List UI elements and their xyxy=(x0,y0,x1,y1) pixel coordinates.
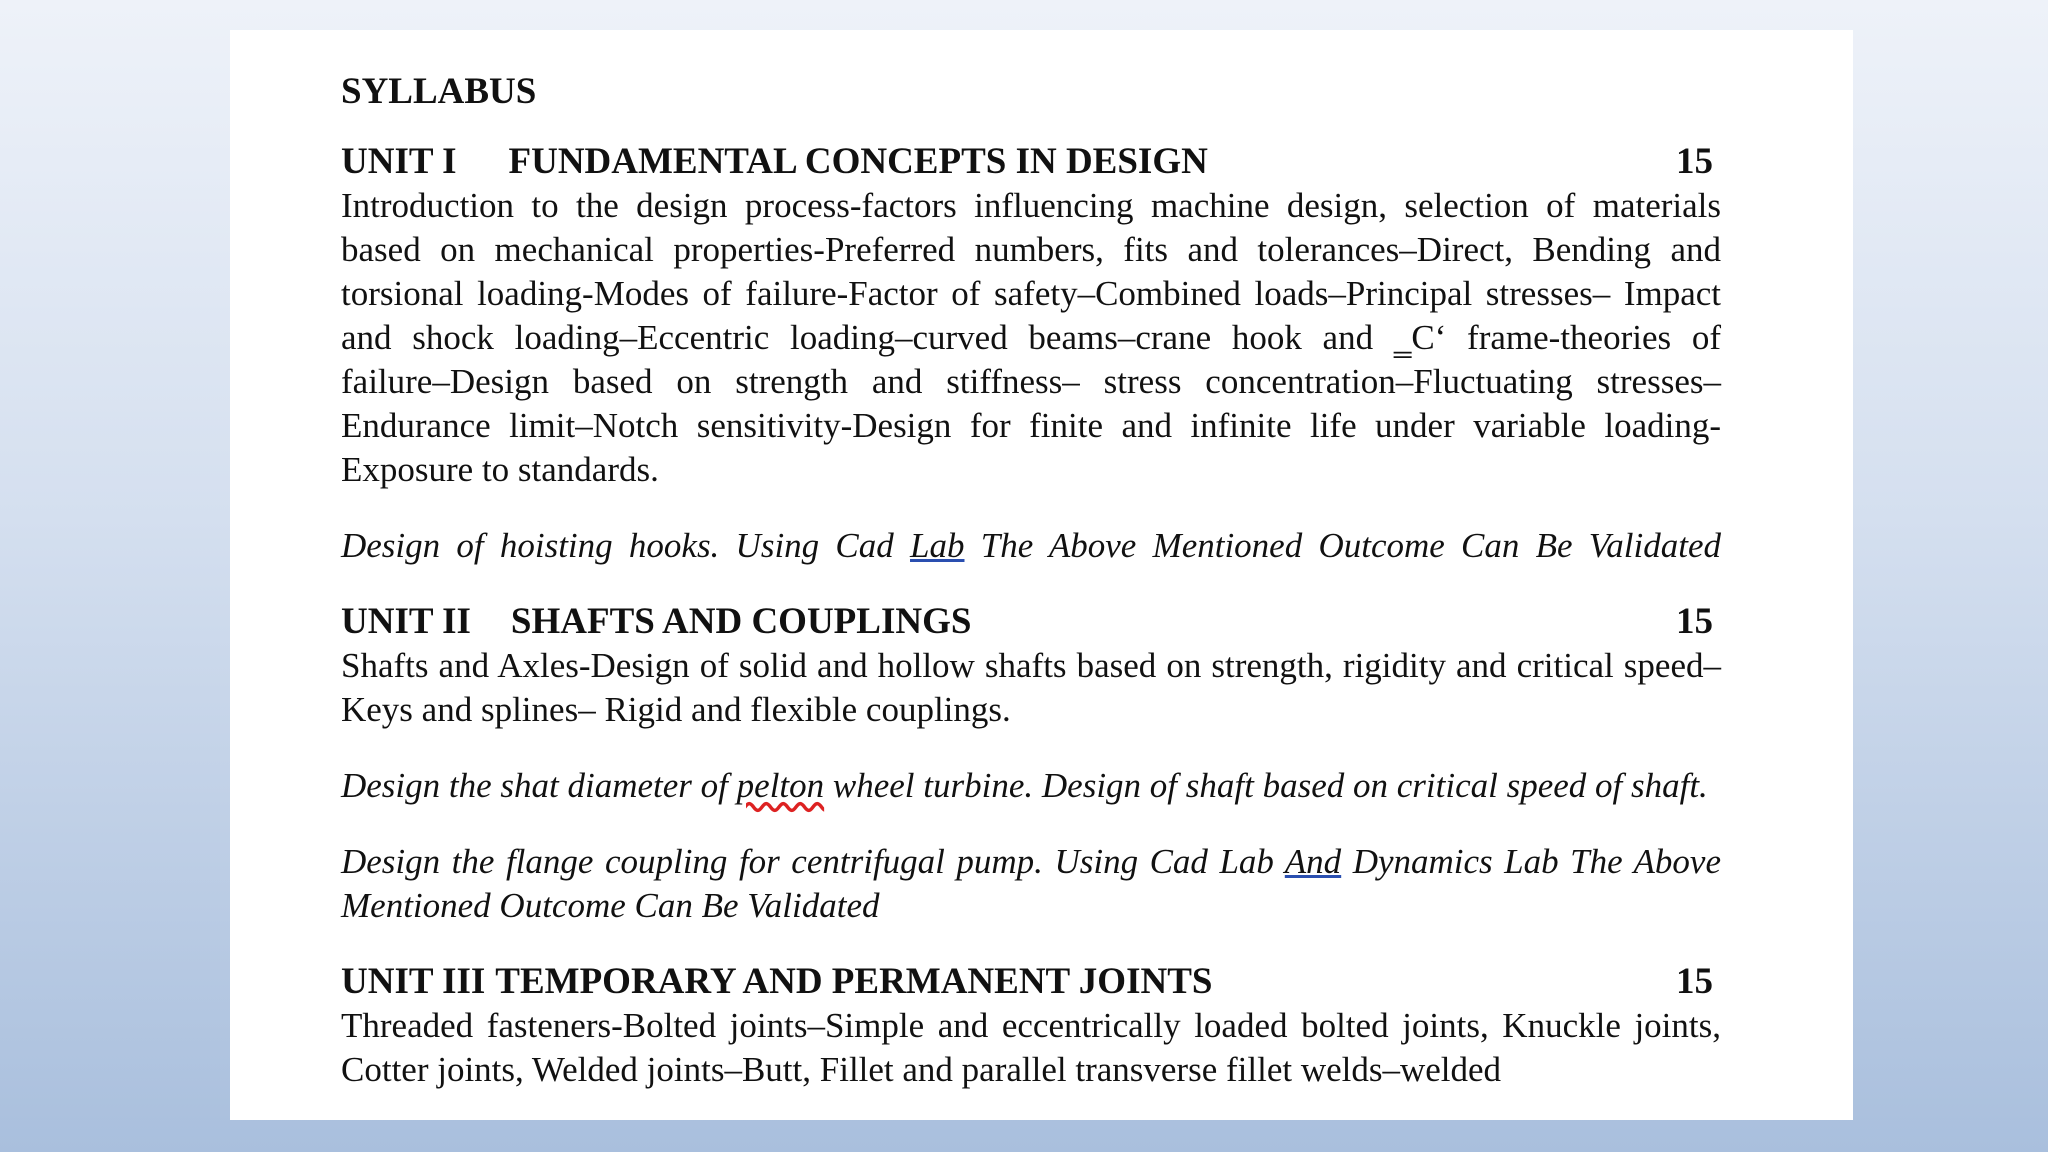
unit-1-hours: 15 xyxy=(1676,141,1713,182)
page-title: SYLLABUS xyxy=(341,71,537,112)
unit-1-content: Introduction to the design process-factors influencing machine design, selection of materials based on mechanical properties-Preferred numbers, fits and tolerances–Direct, Bending and torsional loading-Modes of failure-Factor of safety–Combined loads–Principal stresses– Impact and shock loading–Eccentric loading–curved beams–crane hook and ‗C‘ frame-theories of failure–Design based on strength and stiffness– stress concentration–Fluctuating stresses–Endurance limit–Notch sensitivity-Design for finite and infinite life under variable loading- Exposure to standards. xyxy=(341,186,1721,489)
unit-1-heading xyxy=(341,140,1721,184)
unit-3-hours: 15 xyxy=(1676,961,1713,1002)
unit-3-content: Threaded fasteners-Bolted joints–Simple and eccentrically loaded bolted joints, Knuckle joints, Cotter joints, Welded joints–Butt, Fillet and parallel transverse fillet welds–welded xyxy=(341,1006,1721,1089)
unit-3-title: TEMPORARY AND PERMANENT JOINTS xyxy=(495,961,1213,1002)
hyperlink-lab[interactable]: Lab xyxy=(910,526,965,565)
unit-2-title: SHAFTS AND COUPLINGS xyxy=(510,601,972,642)
unit-1-outcome-1: Design of hoisting hooks. Using Cad Lab The Above Mentioned Outcome Can Be Validated xyxy=(341,526,1721,565)
document-content xyxy=(341,70,1721,1092)
unit-2-outcome-2: Design the flange coupling for centrifugal pump. Using Cad Lab And Dynamics Lab The Above Mentioned Outcome Can Be Validated xyxy=(341,842,1721,925)
unit-1-code: UNIT I xyxy=(341,141,457,182)
unit-3-code: UNIT III xyxy=(341,961,486,1002)
unit-2-hours: 15 xyxy=(1676,601,1713,642)
unit-3-heading xyxy=(341,960,1721,1004)
unit-2-heading xyxy=(341,600,1721,644)
unit-2-content: Shafts and Axles-Design of solid and hollow shafts based on strength, rigidity and critical speed–Keys and splines– Rigid and flexible couplings. xyxy=(341,646,1721,729)
unit-2-code: UNIT II xyxy=(341,601,471,642)
hyperlink-and[interactable]: And xyxy=(1284,842,1342,881)
unit-2-outcome-1: Design the shat diameter of pelton wheel turbine. Design of shaft based on critical speed of shaft. xyxy=(341,766,1708,805)
unit-1-title: FUNDAMENTAL CONCEPTS IN DESIGN xyxy=(508,141,1208,182)
spelling-flagged-word[interactable]: pelton xyxy=(736,766,825,805)
document-page xyxy=(230,30,1853,1120)
